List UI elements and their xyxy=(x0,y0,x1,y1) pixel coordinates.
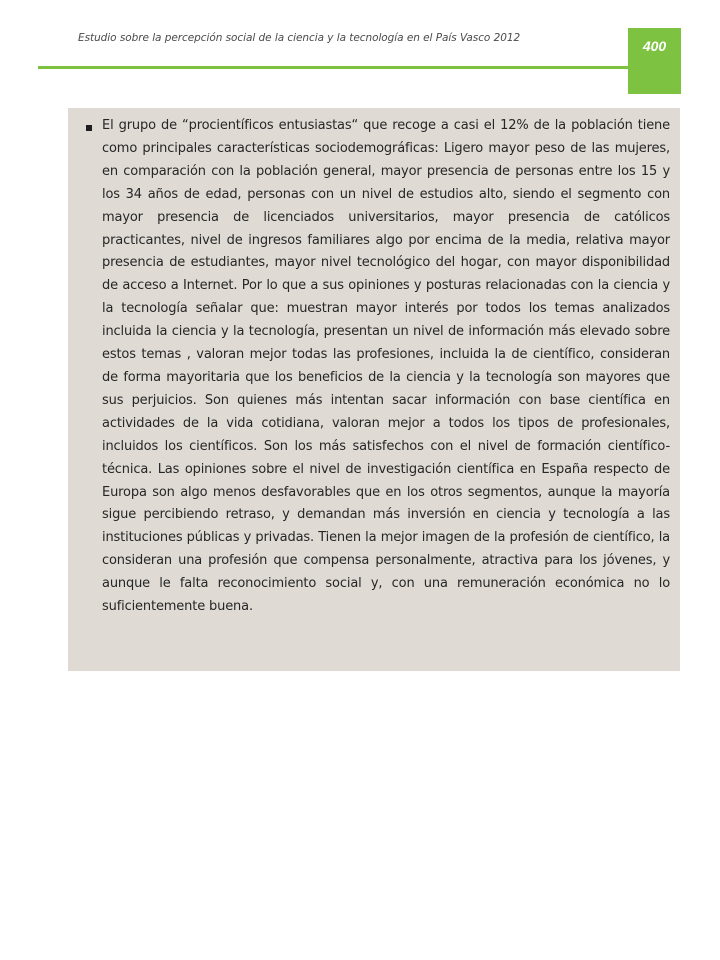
summary-paragraph: El grupo de “procientíficos entusiastas“ que recoge a casi el 12% de la población tiene como principales características sociodemográficas: Ligero mayor peso de las mujeres, en comparación con la población general, mayor presencia de personas entre los 15 y los 34 años de edad, personas con un nivel de estudios alto, siendo el segmento con mayor presencia de licenciados universitarios, mayor presencia de católicos practicantes, nivel de ingresos familiares algo por encima de la media, relativa mayor presencia de estudiantes, mayor nivel tecnológico del hogar, con mayor disponibilidad de acceso a Internet. Por lo que a sus opiniones y posturas relacionadas con la ciencia y la tecnología señalar que: muestran mayor interés por todos los temas analizados incluida la ciencia y la tecnología, presentan un nivel de información más elevado sobre estos temas , valoran mejor todas las profesiones, incluida la de científico, consideran de forma mayoritaria que los beneficios de la ciencia y la tecnología son mayores que sus perjuicios. Son quienes más intentan sacar información con base científica en actividades de la vida cotidiana, valoran mejor a todos los tipos de profesionales, incluidos los científicos. Son los más satisfechos con el nivel de formación científico-técnica. Las opiniones sobre el nivel de investigación científica en España respecto de Europa son algo menos desfavorables que en los otros segmentos, aunque la mayoría sigue percibiendo retraso, y demandan más inversión en ciencia y tecnología a las instituciones públicas y privadas. Tienen la mejor imagen de la profesión de científico, la consideran una profesión que compensa personalmente, atractiva para los jóvenes, y aunque le falta reconocimiento social y, con una remuneración económica no lo suficientemente buena. xyxy=(102,118,670,615)
summary-box xyxy=(68,108,680,671)
document-header-title: Estudio sobre la percepción social de la ciencia y la tecnología en el País Vasco 2012 xyxy=(78,32,521,44)
page-number-badge: 400 xyxy=(628,28,681,94)
square-bullet-icon xyxy=(86,125,92,131)
header-divider xyxy=(38,66,629,69)
